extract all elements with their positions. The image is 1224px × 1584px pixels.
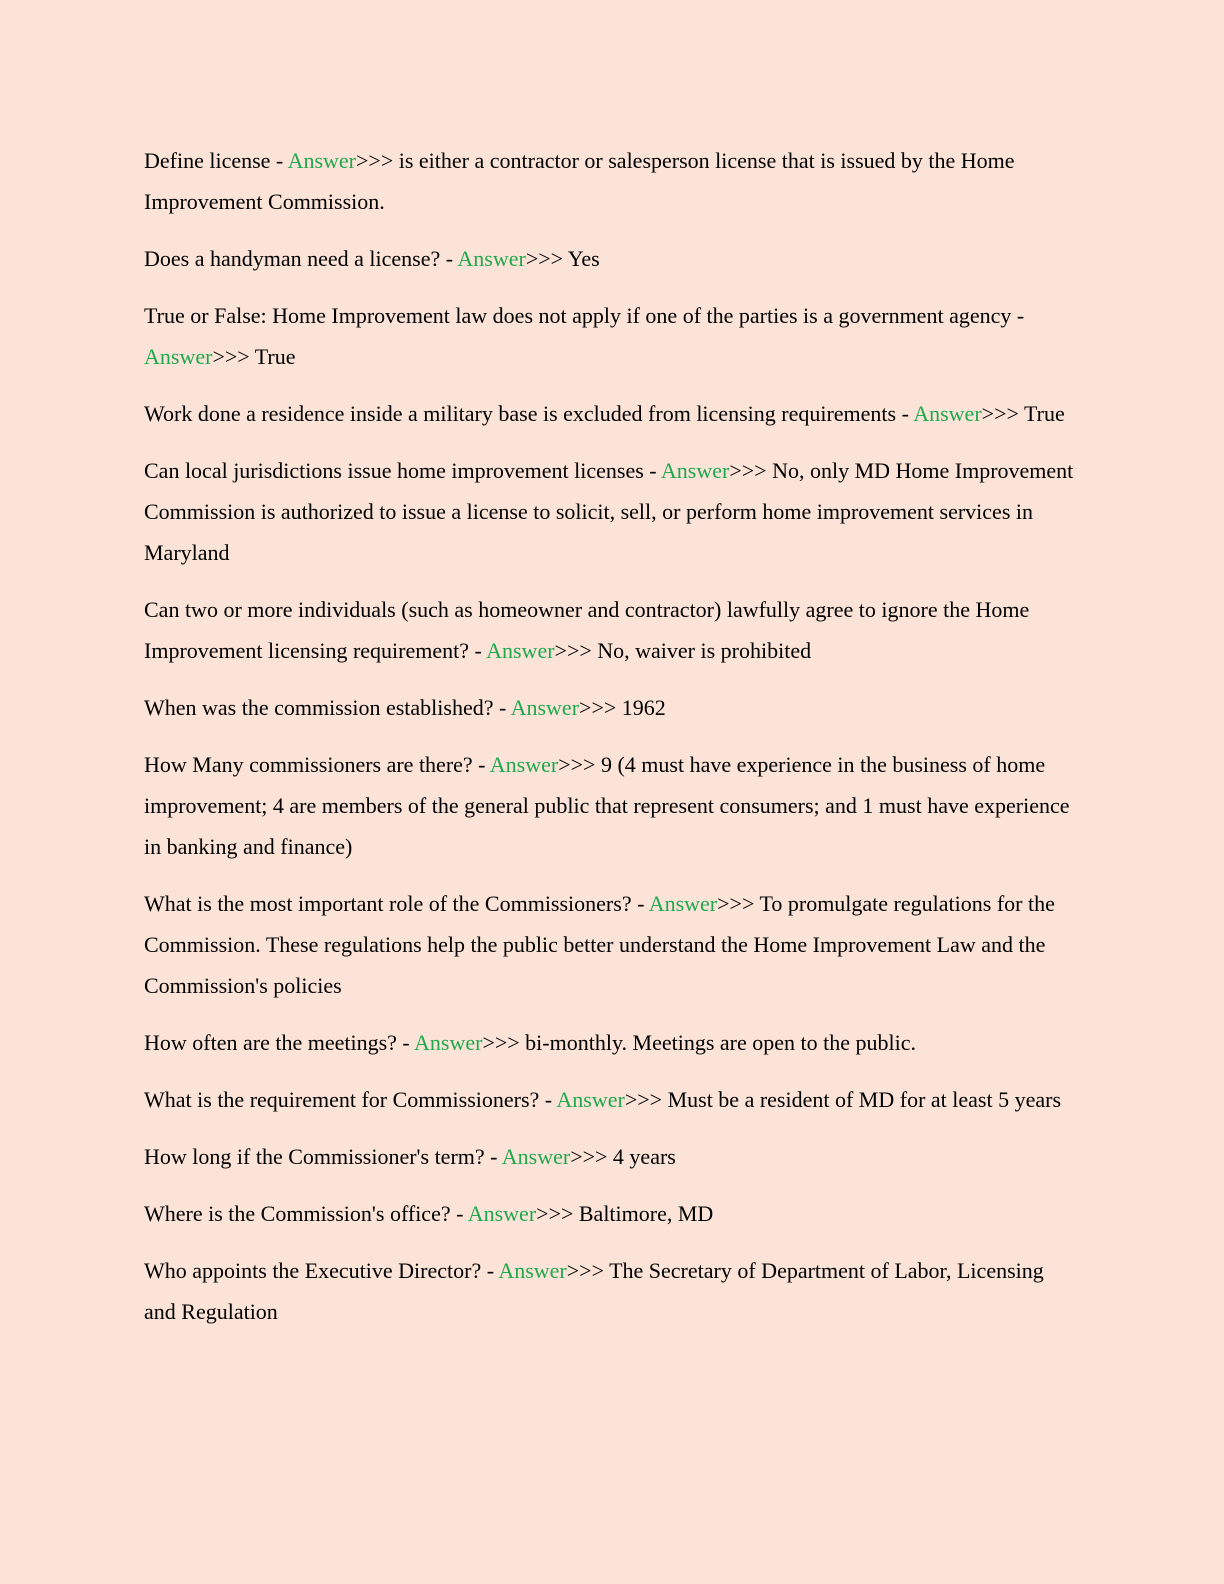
qa-item-office bbox=[144, 1193, 1074, 1234]
answer-text: >>> To promulgate regulations for the Commission. These regulations help the public better understand the Home Improvement Law and the Commission's policies bbox=[144, 891, 1055, 998]
answer-text: >>> Baltimore, MD bbox=[536, 1201, 714, 1226]
question-text: What is the most important role of the Commissioners? - bbox=[144, 891, 649, 916]
question-text: Define license - bbox=[144, 148, 288, 173]
question-text: When was the commission established? - bbox=[144, 695, 511, 720]
qa-item-established bbox=[144, 687, 1074, 728]
answer-text: >>> Yes bbox=[525, 246, 600, 271]
answer-label: Answer bbox=[486, 638, 555, 663]
answer-text: >>> 4 years bbox=[570, 1144, 676, 1169]
question-text: Where is the Commission's office? - bbox=[144, 1201, 468, 1226]
answer-label: Answer bbox=[144, 344, 213, 369]
question-text: How long if the Commissioner's term? - bbox=[144, 1144, 502, 1169]
question-text: What is the requirement for Commissioners? - bbox=[144, 1087, 557, 1112]
answer-label: Answer bbox=[457, 246, 526, 271]
qa-item-local-jurisdictions bbox=[144, 450, 1074, 573]
answer-label: Answer bbox=[287, 148, 356, 173]
answer-label: Answer bbox=[501, 1144, 571, 1169]
question-text: Who appoints the Executive Director? - bbox=[144, 1258, 499, 1283]
answer-text: >>> 9 (4 must have experience in the business of home improvement; 4 are members of the general public that represent consumers; and 1 must have experience in banking and finance) bbox=[144, 752, 1070, 859]
answer-label: Answer bbox=[913, 401, 982, 426]
answer-label: Answer bbox=[467, 1201, 537, 1226]
answer-text: >>> Must be a resident of MD for at least 5 years bbox=[624, 1087, 1062, 1112]
answer-label: Answer bbox=[556, 1087, 625, 1112]
question-text: How often are the meetings? - bbox=[144, 1030, 415, 1055]
qa-item-define-license bbox=[144, 140, 1074, 222]
answer-text: >>> bi-monthly. Meetings are open to the public. bbox=[482, 1030, 916, 1055]
question-text: How Many commissioners are there? - bbox=[144, 752, 490, 777]
qa-item-requirement bbox=[144, 1079, 1074, 1120]
answer-text: >>> True bbox=[981, 401, 1065, 426]
answer-label: Answer bbox=[489, 752, 559, 777]
question-text: Work done a residence inside a military base is excluded from licensing requirements - bbox=[144, 401, 914, 426]
qa-item-government-agency bbox=[144, 295, 1074, 377]
question-text: Can two or more individuals (such as homeowner and contractor) lawfully agree to ignore the Home Improvement licensing requirement? - bbox=[144, 597, 1030, 663]
answer-text: >>> True bbox=[212, 344, 296, 369]
answer-label: Answer bbox=[510, 695, 580, 720]
qa-item-commissioner-role bbox=[144, 883, 1074, 1006]
answer-text: >>> No, only MD Home Improvement Commission is authorized to issue a license to solicit, sell, or perform home improvement services in Maryland bbox=[144, 458, 1074, 565]
answer-label: Answer bbox=[498, 1258, 567, 1283]
answer-text: >>> is either a contractor or salesperson license that is issued by the Home Improvement Commission. bbox=[144, 148, 1015, 214]
question-text: True or False: Home Improvement law does not apply if one of the parties is a government agency - bbox=[144, 303, 1025, 328]
qa-item-executive-director bbox=[144, 1250, 1074, 1332]
answer-text: >>> 1962 bbox=[579, 695, 666, 720]
answer-label: Answer bbox=[660, 458, 730, 483]
answer-text: >>> No, waiver is prohibited bbox=[554, 638, 812, 663]
answer-label: Answer bbox=[414, 1030, 483, 1055]
answer-text: >>> The Secretary of Department of Labor, Licensing and Regulation bbox=[144, 1258, 1044, 1324]
qa-item-military-base bbox=[144, 393, 1074, 434]
qa-item-handyman bbox=[144, 238, 1074, 279]
qa-item-term bbox=[144, 1136, 1074, 1177]
qa-item-waiver bbox=[144, 589, 1074, 671]
qa-item-commissioner-count bbox=[144, 744, 1074, 867]
answer-label: Answer bbox=[648, 891, 718, 916]
question-text: Does a handyman need a license? - bbox=[144, 246, 458, 271]
question-text: Can local jurisdictions issue home improvement licenses - bbox=[144, 458, 661, 483]
qa-item-meetings bbox=[144, 1022, 1074, 1063]
